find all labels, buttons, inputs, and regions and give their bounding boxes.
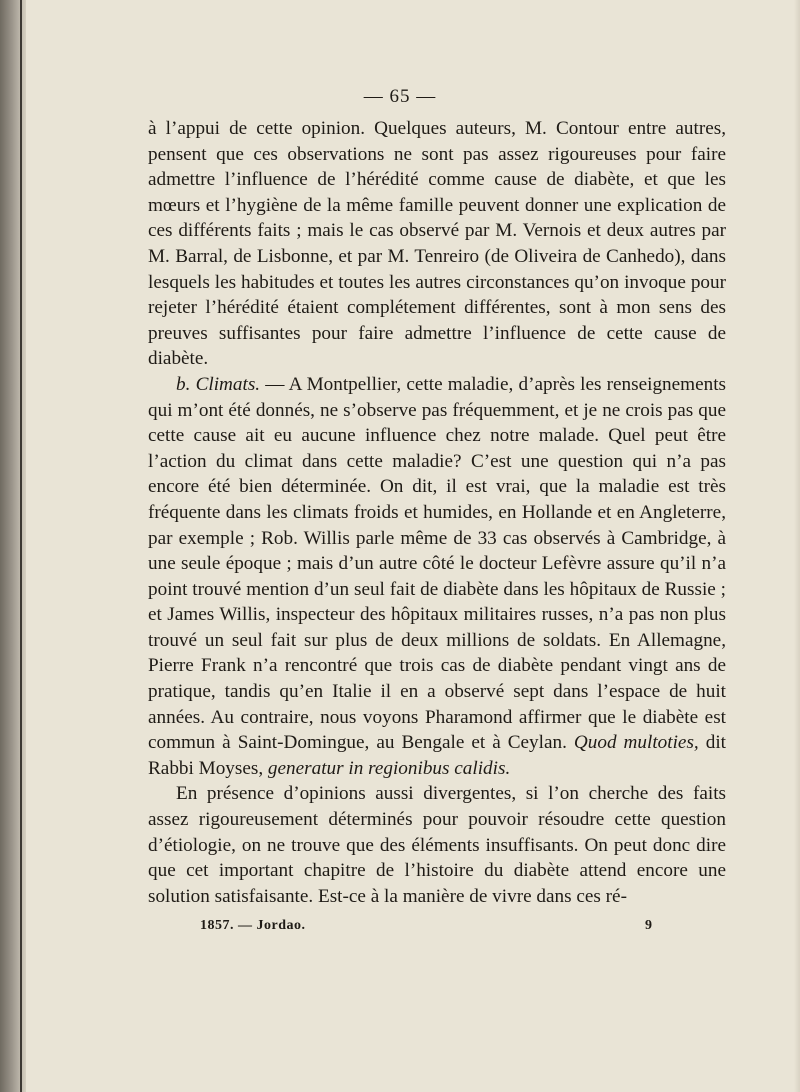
book-binding-shadow — [0, 0, 26, 1092]
section-heading-climats: b. Climats. — [176, 373, 261, 395]
footer-signature: 1857. — Jordao. — [200, 918, 306, 933]
paragraph-climats — [148, 372, 726, 782]
paragraph-heredite: à l’appui de cette opinion. Quelques auteurs, M. Contour entre autres, pensent que ces observations ne sont pas assez rigoureuses pour faire admettre l’influence de l’hérédité comme cause de diabète, et que les mœurs et l’hygiène de la même famille peuvent donner une explication de ces différents faits ; mais le cas observé par M. Vernois et deux autres par M. Barral, de Lisbonne, et par M. Tenreiro (de Oliveira de Canhedo), dans lesquels les habitudes et toutes les autres circonstances qu’on invoque pour rejeter l’hérédité étaient complétement différentes, sont à mon sens des preuves suffisantes pour faire admettre l’influence de cette cause de diabète. — [148, 118, 726, 370]
paragraph-conclusion: En présence d’opinions aussi divergentes, si l’on cherche des faits assez rigoureusement déterminés pour pouvoir résoudre cette question d’étiologie, on ne trouve que des éléments insuffisants. On peut donc dire que cet important chapitre de l’histoire du diabète attend encore une solution satisfaisante. Est-ce à la manière de vivre dans ces ré- — [148, 783, 726, 907]
footer-sheet-number: 9 — [645, 918, 652, 933]
body-text — [148, 116, 726, 909]
page-number: — 65 — — [363, 86, 437, 107]
paragraph-climats-text: — A Montpellier, cette maladie, d’après les renseignements qui m’ont été donnés, ne s’observe pas fréquemment, et je ne crois pas que cette cause ait eu aucune influence chez notre malade. Quel peut être l’action du climat dans cette maladie? C’est une question qui n’a pas encore été bien déterminée. On dit, il est vrai, que la maladie est très fréquente dans les climats froids et humides, en Hollande et en Angleterre, par exemple ; Rob. Willis parle même de 33 cas observés à Cambridge, à une seule époque ; mais d’un autre côté le docteur Lefèvre assure qu’il n’a point trouvé mention d’un seul fait de diabète dans les hôpitaux de Russie ; et James Willis, inspecteur des hôpitaux militaires russes, n’a pas non plus trouvé un seul fait sur plus de deux millions de soldats. En Allemagne, Pierre Frank n’a rencontré que trois cas de diabète pendant vingt ans de pratique, tandis qu’en Italie il en a observé sept dans l’espace de huit années. Au contraire, nous voyons Pharamond affirmer que le diabète est commun à Saint-Domingue, au Bengale et à Ceylan. — [148, 373, 726, 754]
page-edge — [794, 0, 800, 1092]
latin-quote-part2: generatur in regionibus calidis. — [267, 757, 511, 779]
paragraph-climats-mid: dit Rabbi Moyses, — [148, 732, 726, 779]
latin-quote-part1: Quod multoties, — [573, 732, 699, 754]
binding-edge-line — [20, 0, 22, 1092]
